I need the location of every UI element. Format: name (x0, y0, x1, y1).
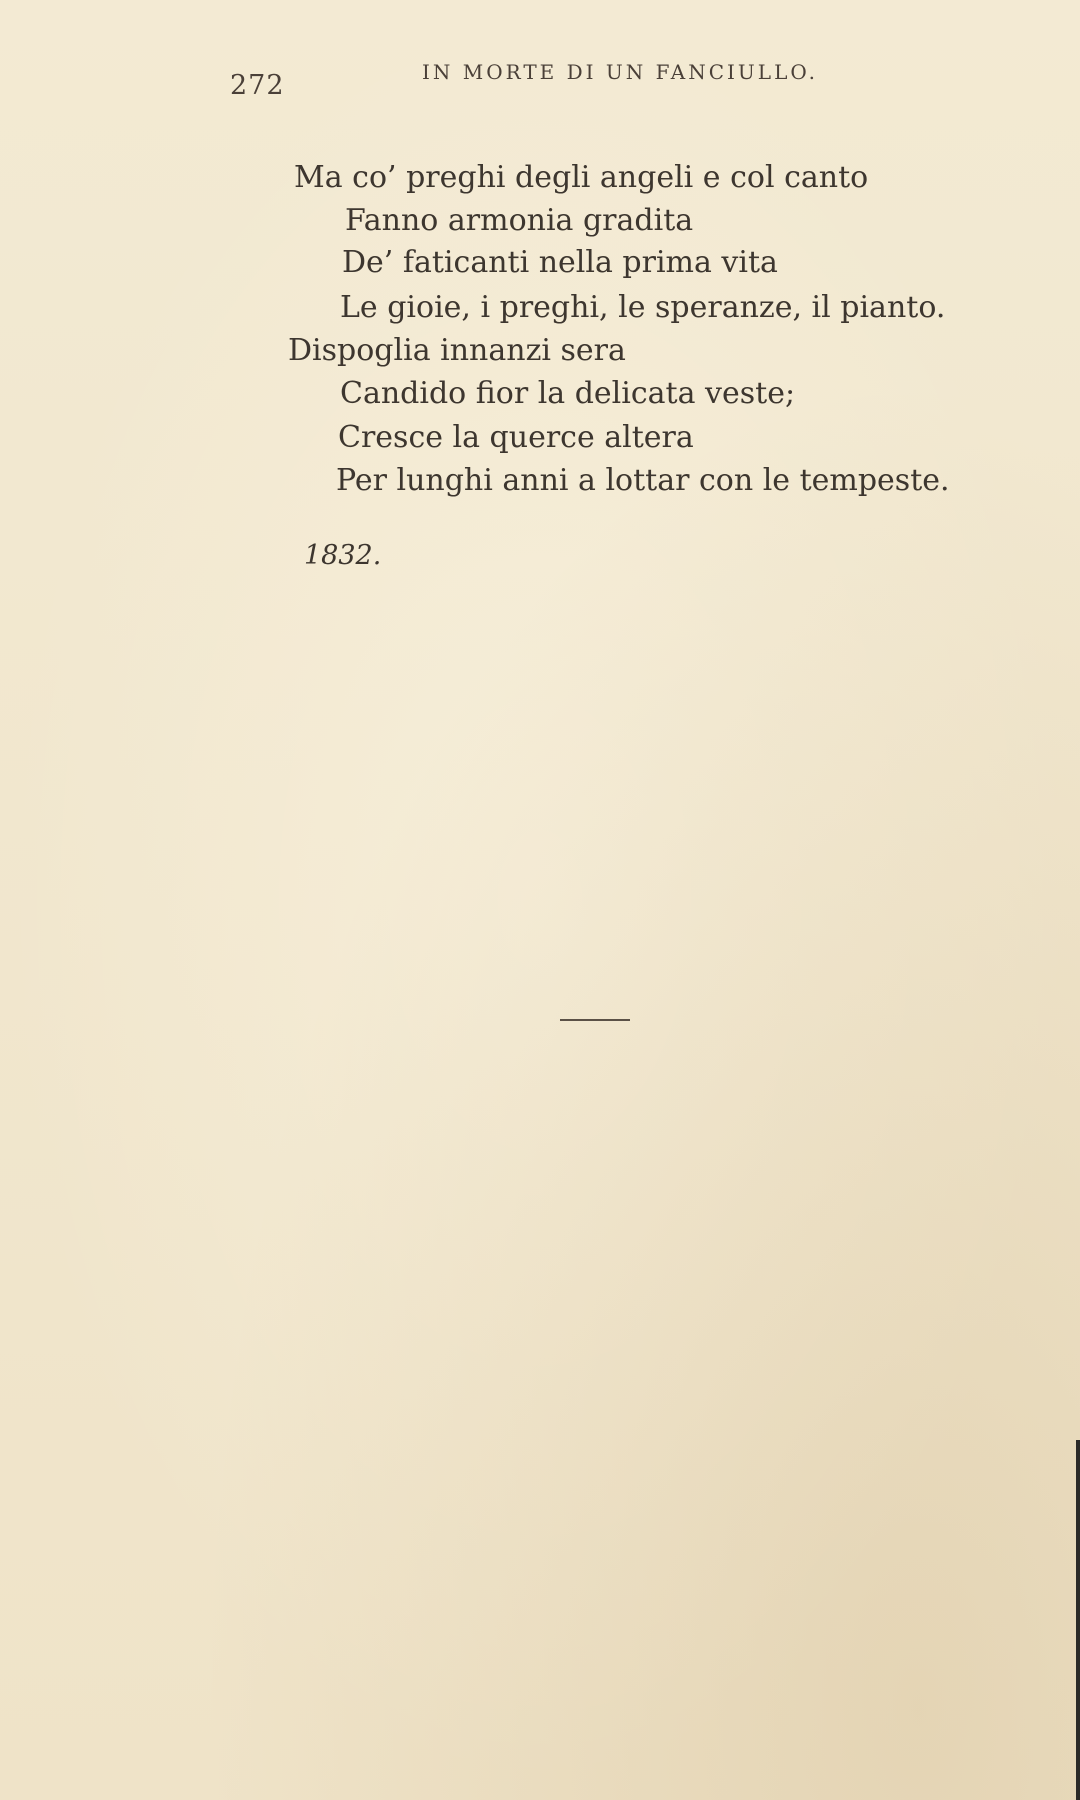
poem-line: Candido fior la delicata veste; (340, 376, 796, 411)
poem-line: Fanno armonia gradita (345, 203, 694, 238)
poem-line: De’ faticanti nella prima vita (342, 245, 778, 280)
poem-line: Per lunghi anni a lottar con le tempeste. (336, 463, 950, 498)
poem-line: Le gioie, i preghi, le speranze, il pianto. (340, 290, 946, 325)
poem-date: 1832. (304, 540, 382, 571)
section-divider (560, 1019, 630, 1021)
poem-line: Cresce la querce altera (338, 420, 694, 455)
poem-line: Dispoglia innanzi sera (288, 333, 626, 368)
poem-line: Ma co’ preghi degli angeli e col canto (294, 160, 869, 195)
page-edge-shadow (1076, 1440, 1080, 1800)
running-head: IN MORTE DI UN FANCIULLO. (422, 60, 818, 84)
page-number: 272 (230, 70, 285, 101)
